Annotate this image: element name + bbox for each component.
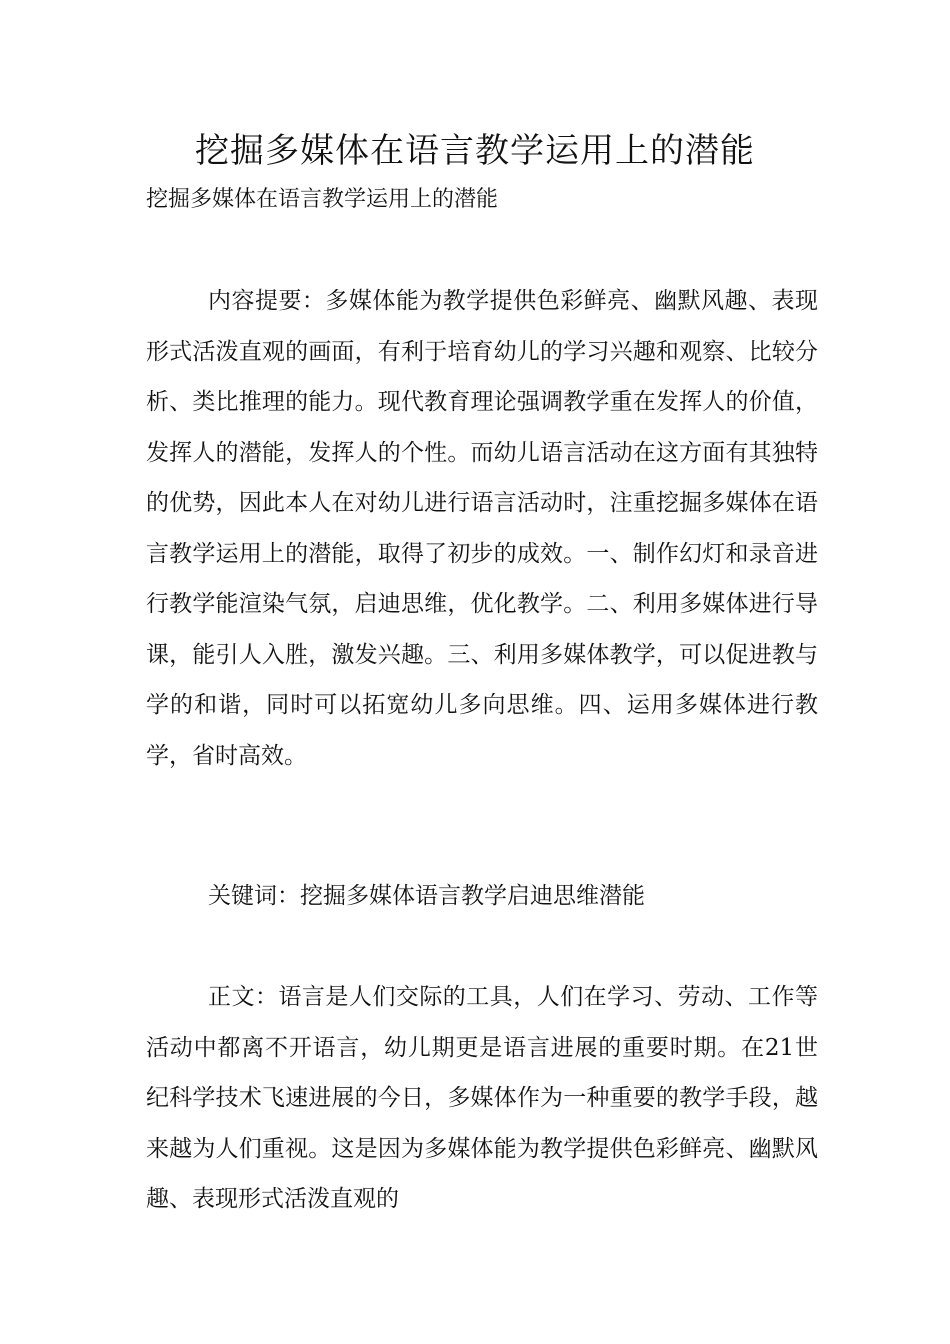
abstract-paragraph: 内容提要：多媒体能为教学提供色彩鲜亮、幽默风趣、表现形式活泼直观的画面，有利于培育幼儿的学习兴趣和观察、比较分析、类比推理的能力。现代教育理论强调教学重在发挥人的价值，发挥人的潜能，发挥人的个性。而幼儿语言活动在这方面有其独特的优势，因此本人在对幼儿进行语言活动时，注重挖掘多媒体在语言教学运用上的潜能，取得了初步的成效。一、制作幻灯和录音进行教学能渲染气氛，启迪思维，优化教学。二、利用多媒体进行导课，能引人入胜，激发兴趣。三、利用多媒体教学，可以促进教与学的和谐，同时可以拓宽幼儿多向思维。四、运用多媒体进行教学，省时高效。 (146, 288, 818, 769)
keywords-paragraph: 关键词：挖掘多媒体语言教学启迪思维潜能 (208, 883, 645, 909)
document-title: 挖掘多媒体在语言教学运用上的潜能 (195, 131, 755, 171)
document-subtitle: 挖掘多媒体在语言教学运用上的潜能 (146, 187, 499, 212)
body-paragraph: 正文：语言是人们交际的工具，人们在学习、劳动、工作等活动中都离不开语言，幼儿期更是语言进展的重要时期。在21世纪科学技术飞速进展的今日，多媒体作为一种重要的教学手段，越来越为人们重视。这是因为多媒体能为教学提供色彩鲜亮、幽默风趣、表现形式活泼直观的 (146, 984, 818, 1212)
